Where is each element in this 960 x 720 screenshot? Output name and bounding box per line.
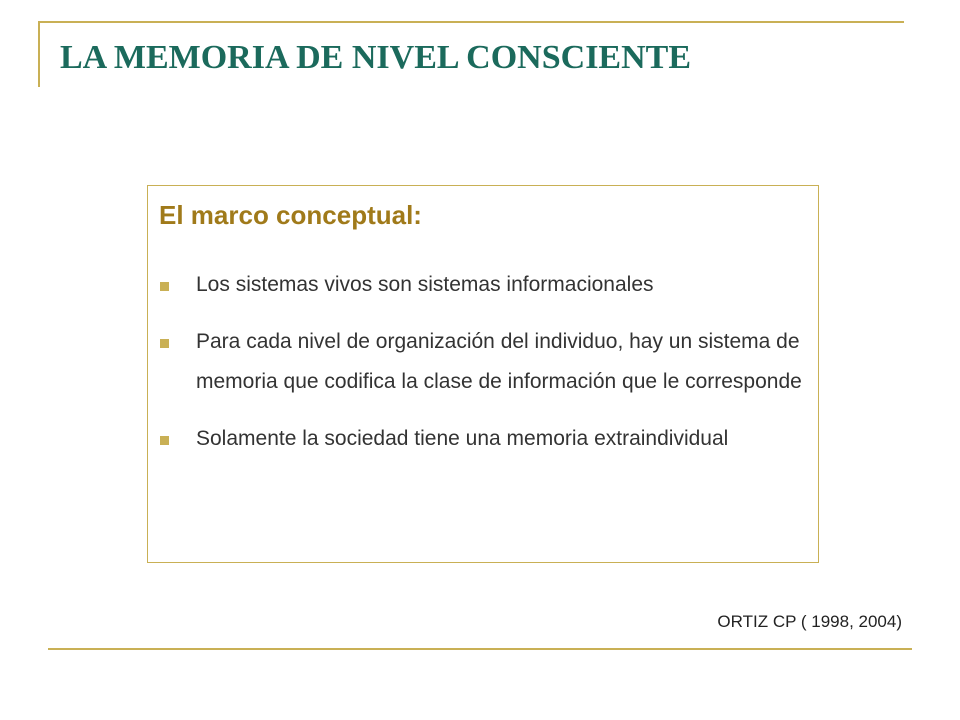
square-bullet-icon: [160, 282, 169, 291]
top-divider: [38, 21, 904, 23]
square-bullet-icon: [160, 436, 169, 445]
left-divider: [38, 21, 40, 87]
bullet-list: [158, 265, 814, 459]
bullet-item: [158, 265, 814, 305]
bullet-item: [158, 419, 814, 459]
bullet-text: Para cada nivel de organización del individuo, hay un sistema de memoria que codifica la clase de información que le corresponde: [196, 330, 802, 393]
citation: ORTIZ CP ( 1998, 2004): [717, 612, 902, 631]
slide-title: LA MEMORIA DE NIVEL CONSCIENTE: [60, 39, 692, 76]
bullet-text: Solamente la sociedad tiene una memoria extraindividual: [196, 427, 729, 450]
square-bullet-icon: [160, 339, 169, 348]
content-box: [147, 185, 819, 563]
bottom-divider: [48, 648, 912, 650]
bullet-text: Los sistemas vivos son sistemas informacionales: [196, 273, 654, 296]
box-heading: El marco conceptual:: [159, 200, 422, 230]
bullet-item: [158, 322, 814, 402]
